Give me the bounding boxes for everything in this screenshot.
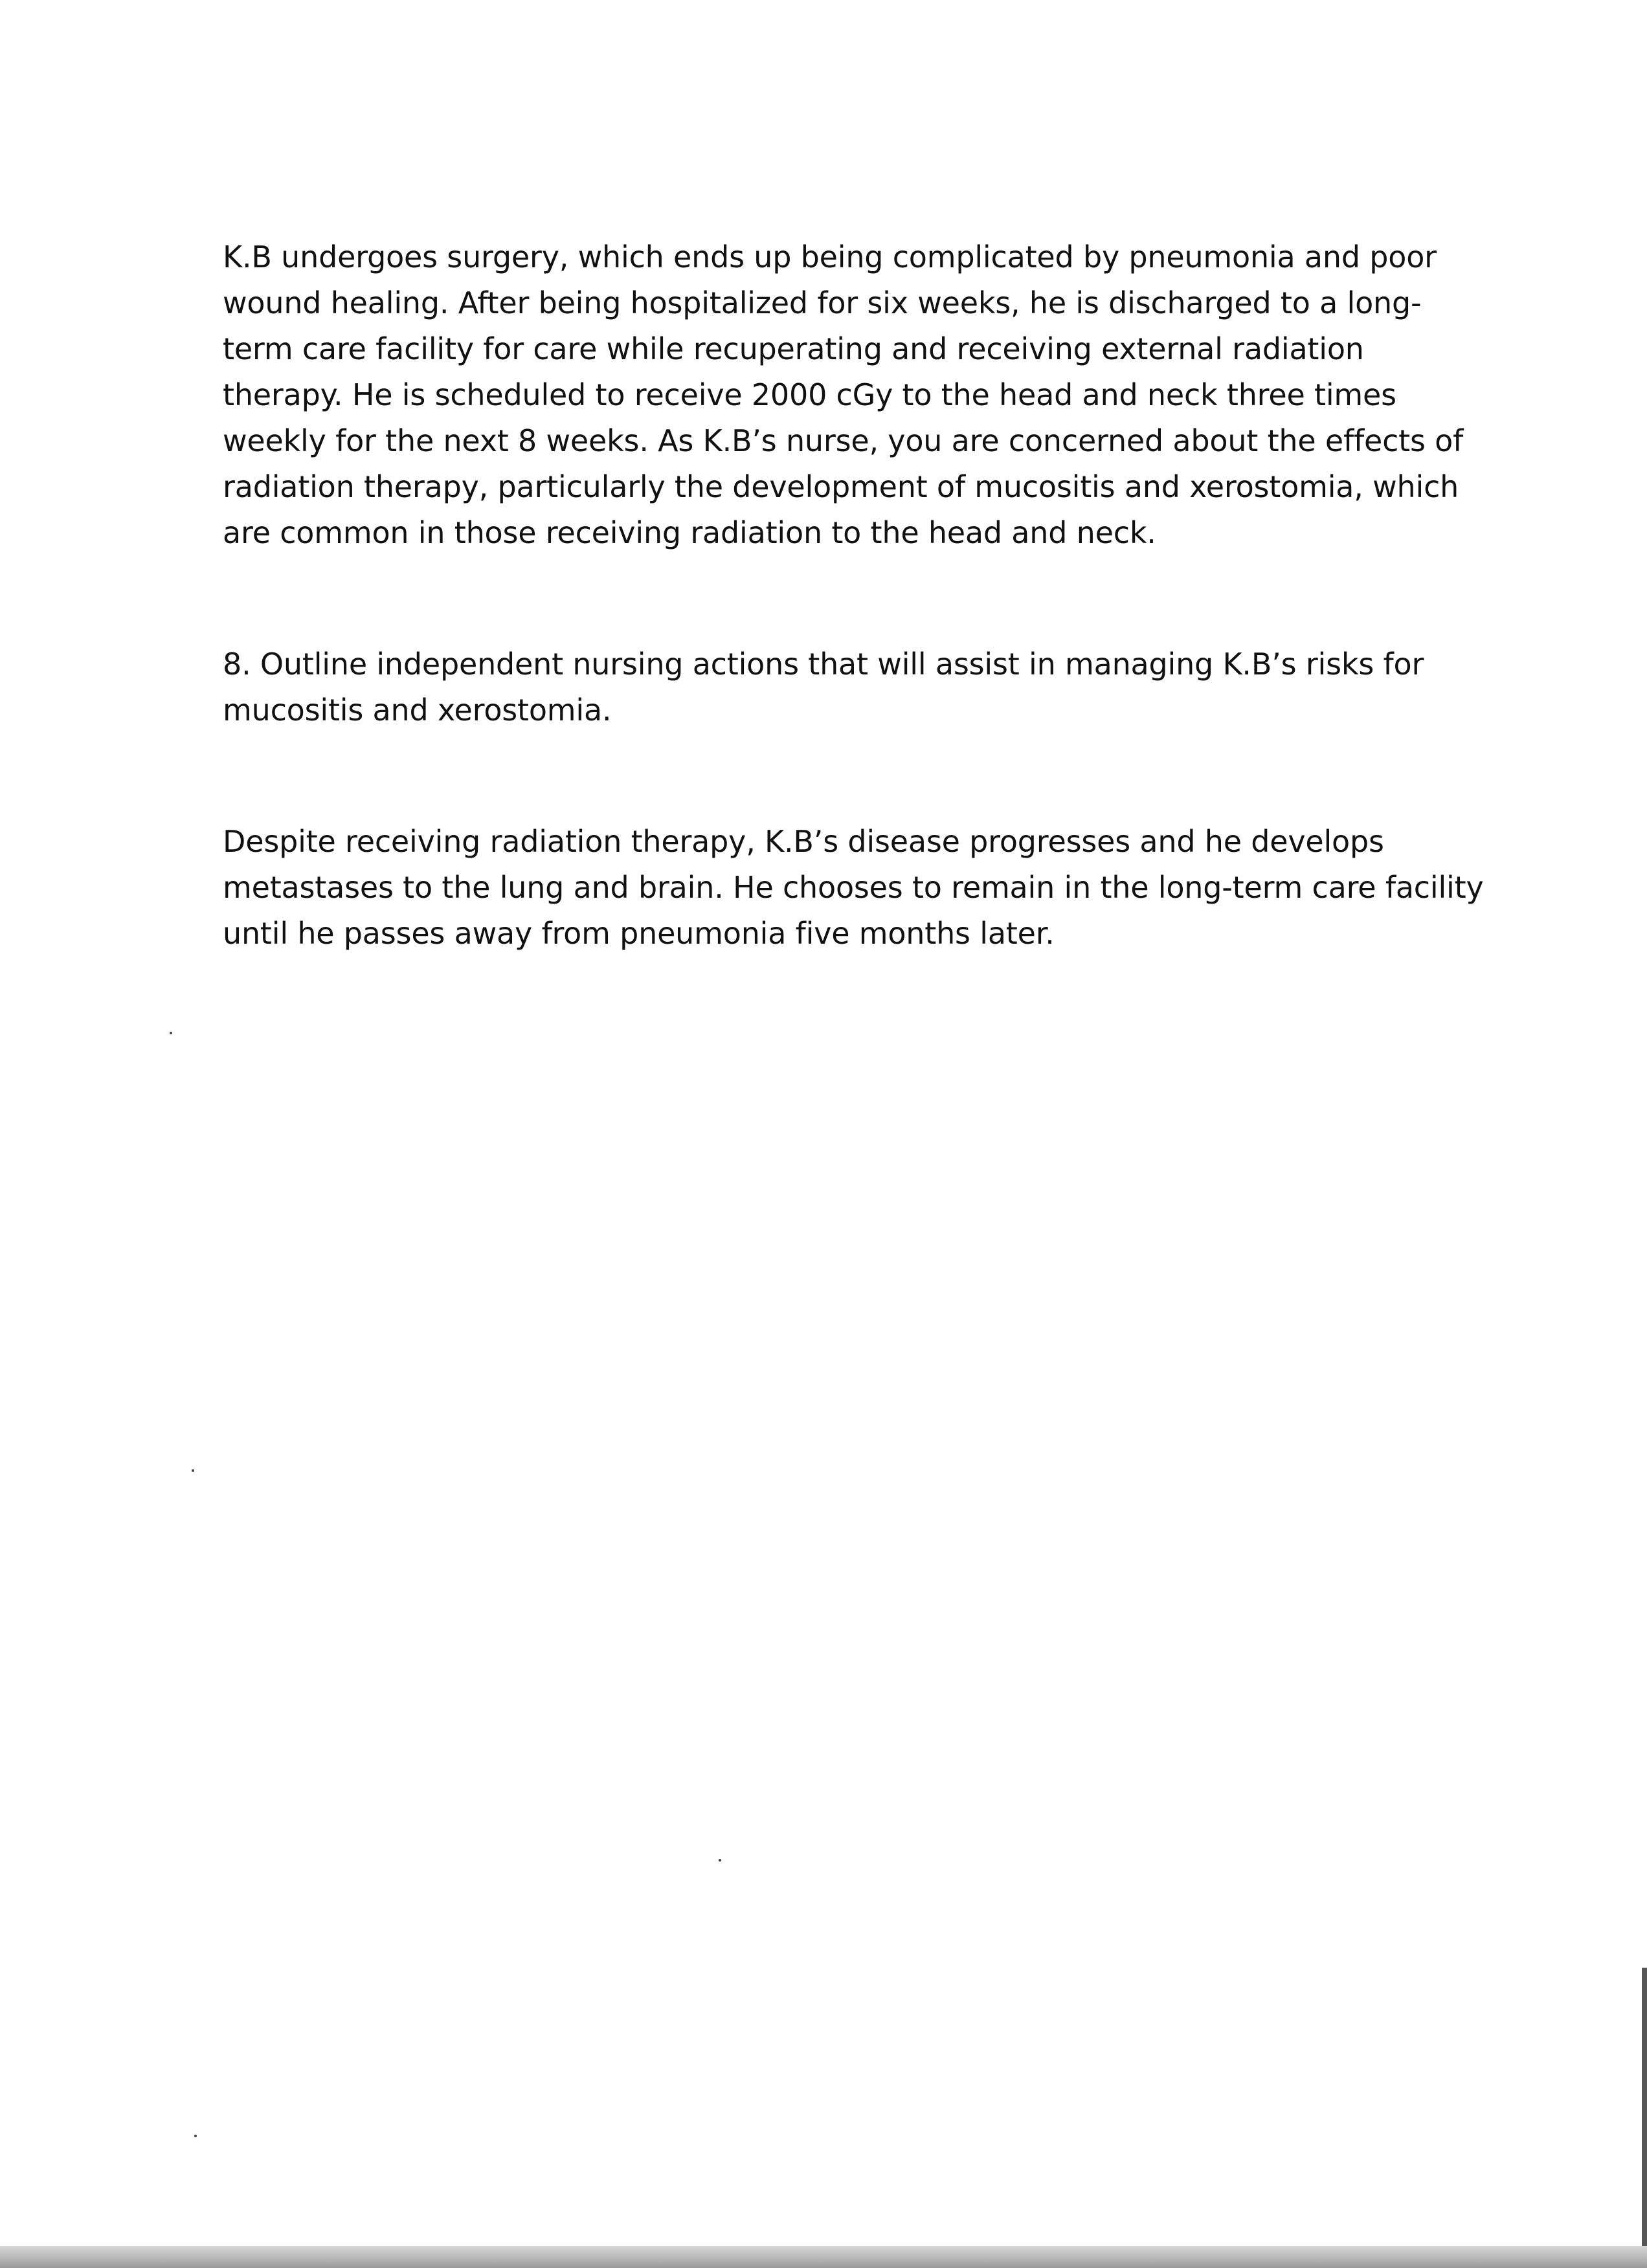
question-8: 8. Outline independent nursing actions that will assist in managing K.B’s risks for mucositis and xerostomia.	[223, 647, 1424, 728]
scan-speck	[194, 2135, 197, 2137]
scan-speck	[170, 1032, 172, 1034]
document-body	[223, 234, 1485, 957]
scan-speck	[719, 1859, 721, 1862]
scan-speck	[192, 1469, 194, 1472]
case-narrative-paragraph: K.B undergoes surgery, which ends up being complicated by pneumonia and poor wound healing. After being hospitalized for six weeks, he is discharged to a long-term care facility for care while recuperating and receiving external radiation therapy. He is scheduled to receive 2000 cGy to the head and neck three times weekly for the next 8 weeks. As K.B’s nurse, you are concerned about the effects of radiation therapy, particularly the development of mucositis and xerostomia, which are common in those receiving radiation to the head and neck.	[223, 239, 1464, 550]
case-outcome-paragraph: Despite receiving radiation therapy, K.B’s disease progresses and he develops metastases to the lung and brain. He chooses to remain in the long-term care facility until he passes away from pneumonia five months later.	[223, 824, 1484, 951]
scan-edge-bottom	[0, 2246, 1647, 2268]
scan-edge-right	[1642, 1968, 1647, 2246]
